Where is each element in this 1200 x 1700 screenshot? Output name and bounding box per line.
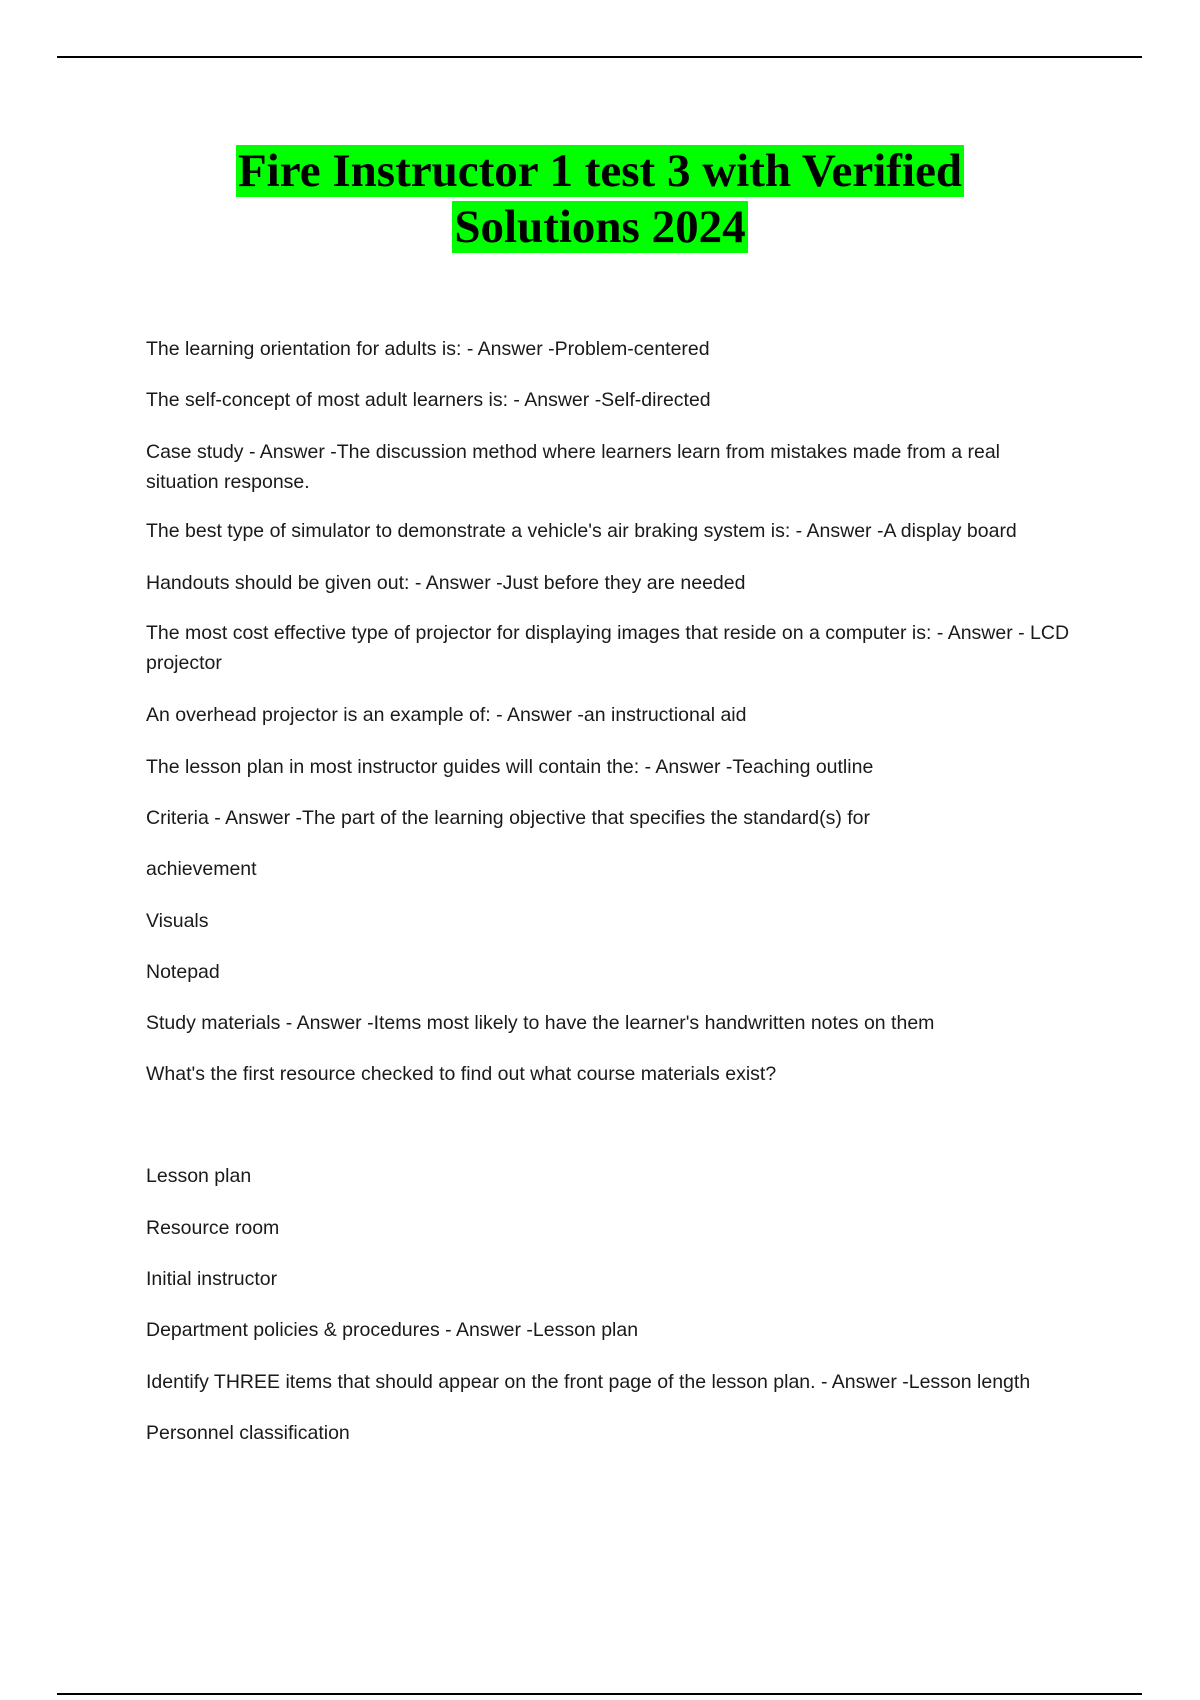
paragraph: Case study - Answer -The discussion method where learners learn from mistakes made from a real situation response. xyxy=(146,441,1001,493)
paragraph: Visuals xyxy=(146,910,209,932)
paragraph: Initial instructor xyxy=(146,1268,278,1290)
paragraph: Resource room xyxy=(146,1217,280,1239)
title-line-2: Solutions 2024 xyxy=(454,201,746,253)
paragraph: Handouts should be given out: - Answer -Just before they are needed xyxy=(146,572,746,594)
bottom-rule xyxy=(57,1693,1142,1695)
top-rule xyxy=(57,56,1142,58)
title-line-1: Fire Instructor 1 test 3 with Verified xyxy=(237,145,963,197)
paragraph: The self-concept of most adult learners is: - Answer -Self-directed xyxy=(146,389,711,411)
paragraph: Department policies & procedures - Answer -Lesson plan xyxy=(146,1319,639,1341)
paragraph: The best type of simulator to demonstrate a vehicle's air braking system is: - Answer -A display board xyxy=(146,520,1017,542)
paragraph: What's the first resource checked to find out what course materials exist? xyxy=(146,1063,777,1085)
paragraph: The learning orientation for adults is: - Answer -Problem-centered xyxy=(146,338,710,360)
document-title xyxy=(0,143,1200,255)
document-body xyxy=(146,334,1076,1448)
paragraph: Lesson plan xyxy=(146,1165,252,1187)
paragraph: Notepad xyxy=(146,961,220,983)
paragraph: Criteria - Answer -The part of the learning objective that specifies the standard(s) for xyxy=(146,807,871,829)
paragraph: Identify THREE items that should appear on the front page of the lesson plan. - Answer -Lesson length xyxy=(146,1371,1031,1393)
paragraph: Personnel classification xyxy=(146,1422,350,1444)
paragraph: The most cost effective type of projector for displaying images that reside on a computer is: - Answer - LCD projector xyxy=(146,622,1070,674)
paragraph: An overhead projector is an example of: - Answer -an instructional aid xyxy=(146,704,747,726)
blank-gap xyxy=(146,1089,1076,1161)
paragraph: achievement xyxy=(146,858,257,880)
paragraph: Study materials - Answer -Items most likely to have the learner's handwritten notes on them xyxy=(146,1012,935,1034)
paragraph: The lesson plan in most instructor guides will contain the: - Answer -Teaching outline xyxy=(146,756,874,778)
